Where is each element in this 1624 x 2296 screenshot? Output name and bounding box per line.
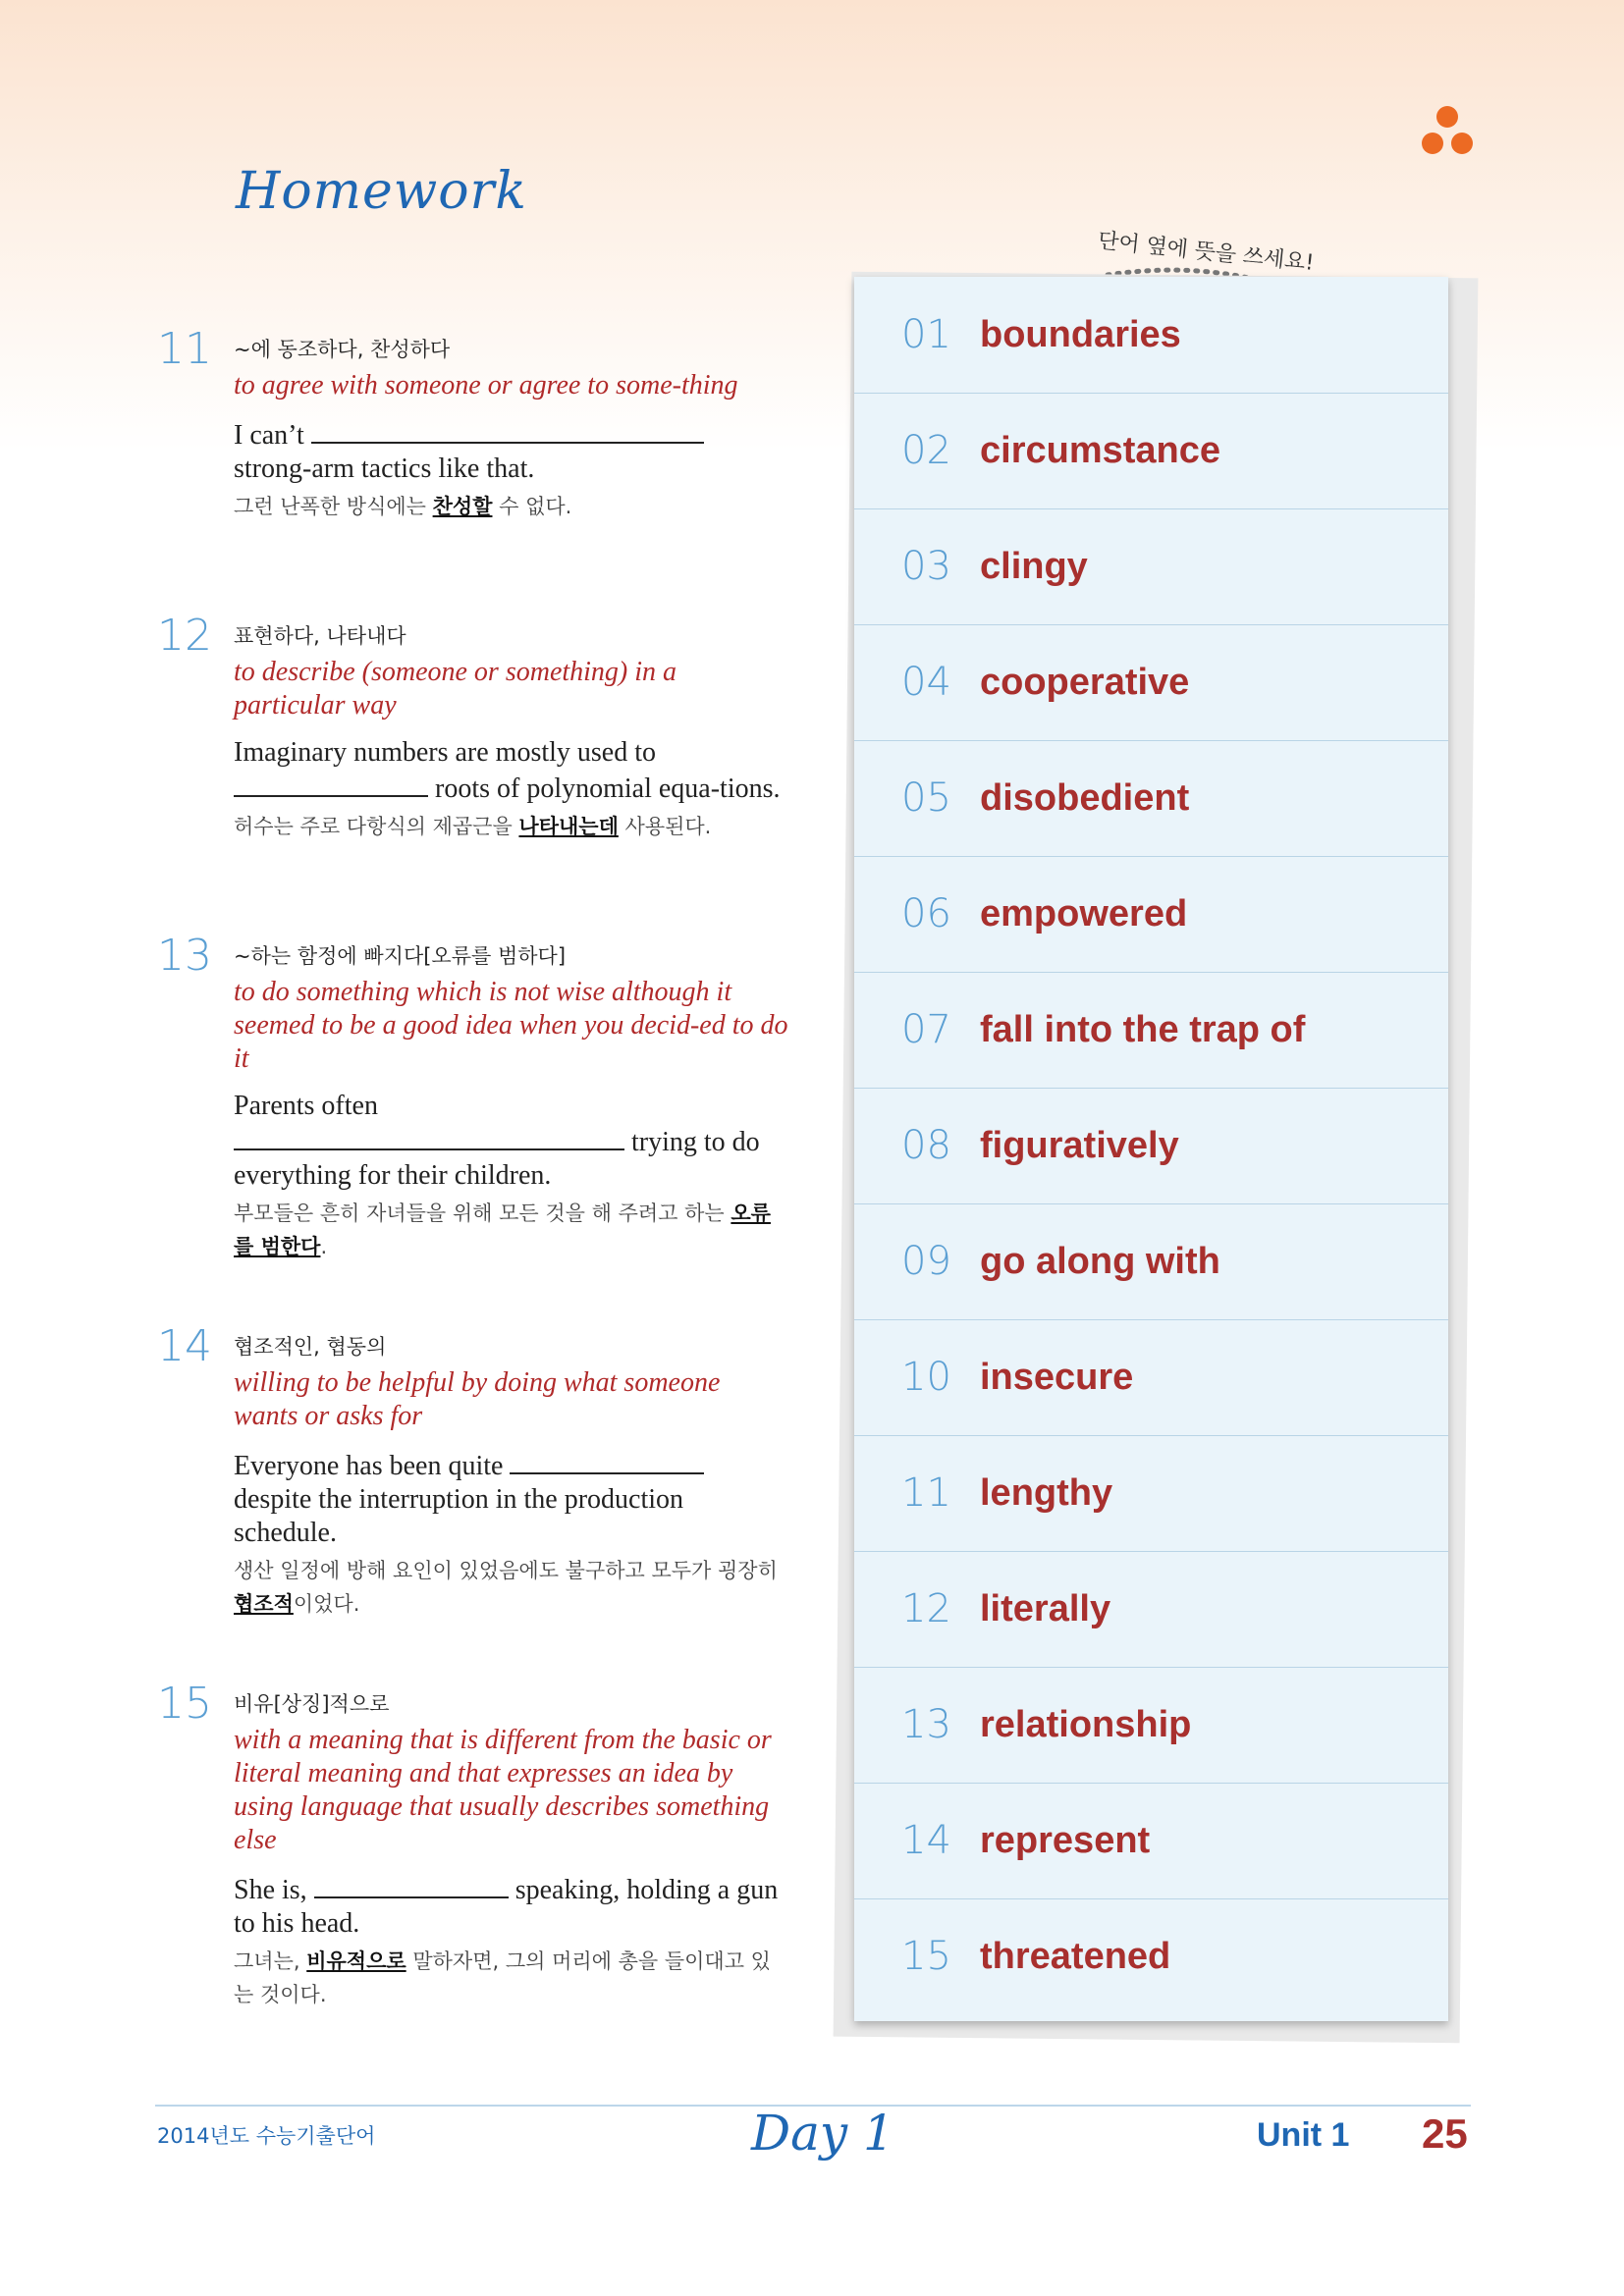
word-row[interactable]: 15 threatened <box>901 1934 1171 1979</box>
decorative-dots-icon <box>1422 106 1473 161</box>
word-row[interactable]: 05 disobedient <box>854 740 1448 857</box>
korean-example: 허수는 주로 다항식의 제곱근을 나타내는데 사용된다. <box>234 815 712 838</box>
word-row[interactable]: 09 go along with <box>854 1203 1448 1320</box>
korean-example: 생산 일정에 방해 요인이 있었음에도 불구하고 모두가 굉장히 협조적이었다. <box>234 1559 778 1616</box>
word-row[interactable]: 14 represent <box>854 1783 1448 1899</box>
answer-blank[interactable] <box>314 1871 509 1898</box>
answer-blank[interactable] <box>510 1447 704 1474</box>
instruction-hint: 단어 옆에 뜻을 쓰세요! <box>1096 228 1316 276</box>
word-row[interactable]: 13 relationship <box>854 1667 1448 1784</box>
korean-example: 부모들은 흔히 자녀들을 위해 모든 것을 해 주려고 하는 오류를 범한다. <box>234 1201 771 1258</box>
entry-number: 11 <box>157 324 212 374</box>
example-sentence: Imaginary numbers are mostly used to roots of polynomial equa-tions. <box>234 737 781 804</box>
korean-definition: 협조적인, 협동의 <box>234 1335 387 1359</box>
entry-number: 13 <box>157 931 212 981</box>
korean-definition: 표현하다, 나타내다 <box>234 624 406 648</box>
english-definition: with a meaning that is different from the basic or literal meaning and that expresses an idea by using language that usually describes something else <box>234 1725 772 1855</box>
english-definition: willing to be helpful by doing what someone wants or asks for <box>234 1367 721 1431</box>
example-sentence: I can’t strong-arm tactics like that. <box>234 416 788 486</box>
korean-definition: 비유[상징]적으로 <box>234 1692 390 1716</box>
korean-example: 그런 난폭한 방식에는 찬성할 수 없다. <box>234 495 572 518</box>
unit-label: Unit 1 <box>1257 2116 1350 2154</box>
english-definition: to describe (someone or something) in a particular way <box>234 657 677 721</box>
example-sentence: Parents often trying to do everything for their children. <box>234 1091 760 1191</box>
word-row[interactable]: 03 clingy <box>854 508 1448 625</box>
page-number: 25 <box>1422 2110 1468 2157</box>
page-title: Homework <box>236 162 527 221</box>
word-row[interactable]: 02 circumstance <box>854 393 1448 509</box>
english-definition: to do something which is not wise although it seemed to be a good idea when you decid-ed to do it <box>234 977 788 1074</box>
word-row[interactable]: 07 fall into the trap of <box>854 972 1448 1089</box>
answer-blank[interactable] <box>234 1123 624 1150</box>
entry-number: 15 <box>157 1679 212 1729</box>
word-row[interactable]: 01 boundaries <box>854 277 1448 394</box>
answer-blank[interactable] <box>234 770 428 797</box>
word-row[interactable]: 06 empowered <box>854 856 1448 973</box>
english-definition: to agree with someone or agree to some-thing <box>234 370 738 400</box>
word-row[interactable]: 12 literally <box>854 1551 1448 1668</box>
answer-blank[interactable] <box>311 416 704 444</box>
word-row[interactable]: 08 figuratively <box>854 1088 1448 1204</box>
example-sentence: She is, speaking, holding a gun to his head. <box>234 1871 788 1941</box>
example-sentence: Everyone has been quite despite the interruption in the production schedule. <box>234 1447 788 1550</box>
korean-definition: ~에 동조하다, 찬성하다 <box>234 338 451 361</box>
entry-number: 14 <box>157 1321 212 1371</box>
korean-example: 그녀는, 비유적으로 말하자면, 그의 머리에 총을 들이대고 있는 것이다. <box>234 1949 771 2006</box>
entry-number: 12 <box>157 611 212 661</box>
day-label: Day 1 <box>751 2105 894 2162</box>
word-row[interactable]: 04 cooperative <box>854 624 1448 741</box>
korean-definition: ~하는 함정에 빠지다[오류를 범하다] <box>234 944 567 968</box>
word-row[interactable]: 10 insecure <box>854 1319 1448 1436</box>
book-title: 2014년도 수능기출단어 <box>157 2124 376 2148</box>
word-list-card <box>854 277 1448 2021</box>
word-row[interactable]: 11 lengthy <box>854 1435 1448 1552</box>
